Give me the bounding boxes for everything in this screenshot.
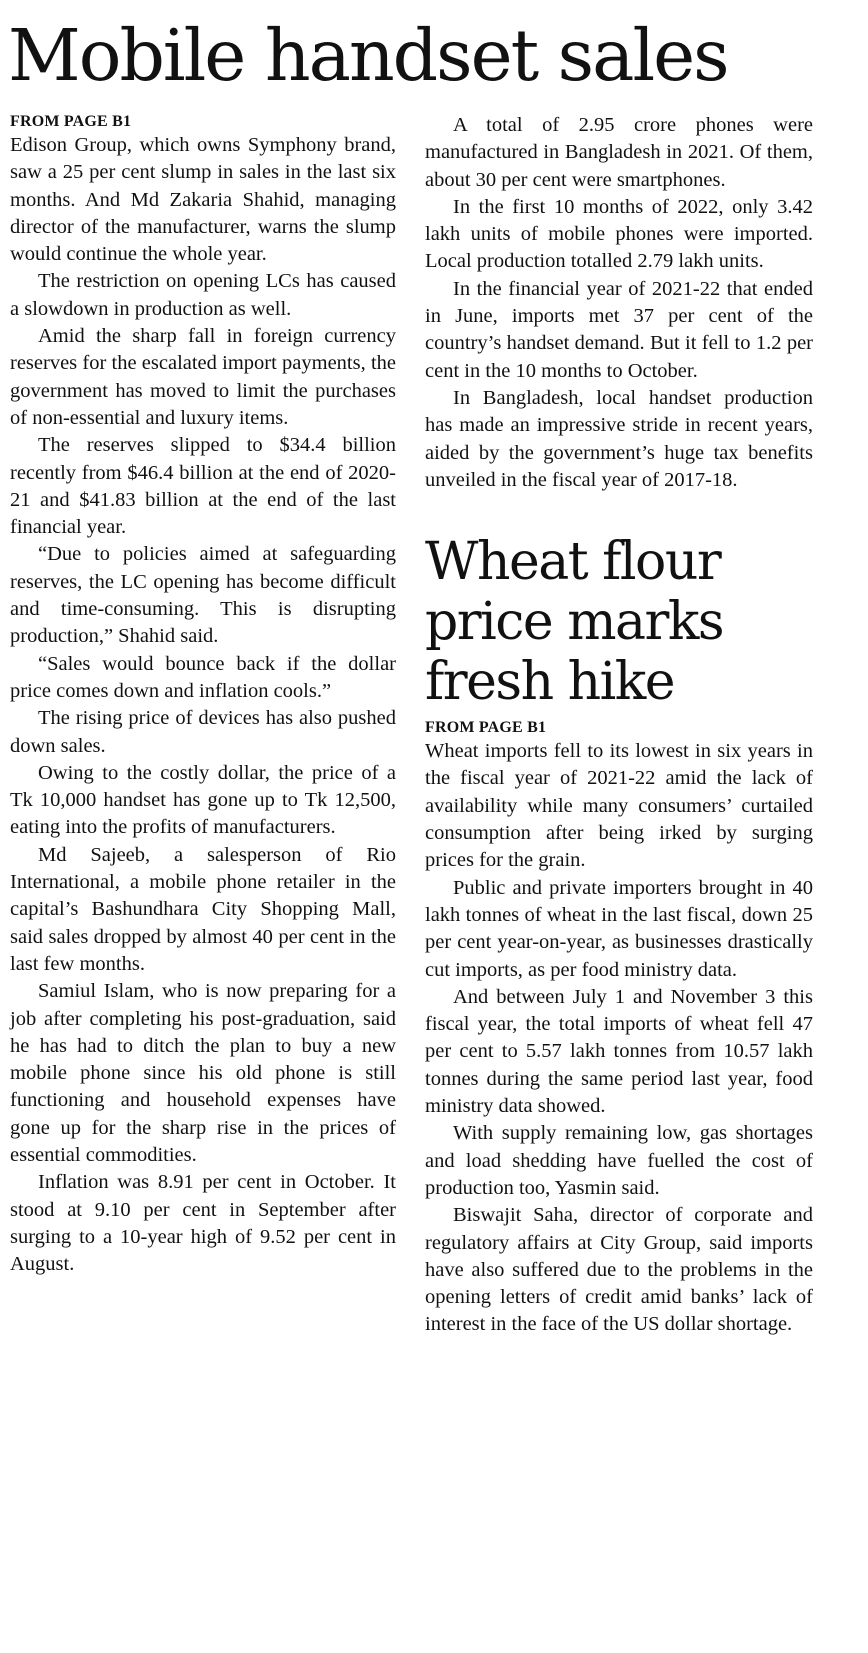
article2-paragraph: With supply remaining low, gas shortages and load shedding have fuelled the cost of production too, Yasmin said.	[425, 1122, 813, 1199]
article1-paragraph: The restriction on opening LCs has caused a slowdown in production as well.	[10, 270, 396, 320]
article1-paragraph: The reserves slipped to $34.4 billion recently from $46.4 billion at the end of 2020-21 and $41.83 billion at the end of the last financial year.	[10, 434, 396, 539]
article1-paragraph: A total of 2.95 crore phones were manufactured in Bangladesh in 2021. Of them, about 30 per cent were smartphones.	[425, 114, 813, 191]
article1-paragraph: Amid the sharp fall in foreign currency reserves for the escalated import payments, the government has moved to limit the purchases of non-essential and luxury items.	[10, 325, 396, 429]
article1-paragraph: Inflation was 8.91 per cent in October. It stood at 9.10 per cent in September after surging to a 10-year high of 9.52 per cent in August.	[10, 1171, 396, 1276]
article1-paragraph: Samiul Islam, who is now preparing for a job after completing his post-graduation, said he has had to ditch the plan to buy a new mobile phone since his old phone is still functioning and household expenses have gone up for the sharp rise in the prices of essential commodities.	[10, 980, 396, 1166]
article1-paragraph: “Due to policies aimed at safeguarding reserves, the LC opening has become difficult and time-consuming. This is disrupting production,” Shahid said.	[10, 543, 396, 648]
headline-mobile-handset-sales: Mobile handset sales	[8, 14, 728, 97]
article1-paragraph: In the financial year of 2021-22 that ended in June, imports met 37 per cent of the country’s handset demand. But it fell to 1.2 per cent in the 10 months to October.	[425, 277, 813, 382]
article1-paragraph: Edison Group, which owns Symphony brand, saw a 25 per cent slump in sales in the last six months. And Md Zakaria Shahid, managing director of the manufacturer, warns the slump would continue the whole year.	[10, 134, 396, 266]
article1-kicker: FROM PAGE B1	[10, 113, 132, 130]
article1-column-left	[10, 112, 396, 1278]
article1-paragraph: The rising price of devices has also pushed down sales.	[10, 707, 396, 757]
right-column	[425, 112, 813, 1339]
article2-paragraph: Wheat imports fell to its lowest in six years in the fiscal year of 2021-22 amid the lack of availability while many consumers’ curtailed consumption after being irked by surging prices for the grain.	[425, 740, 813, 872]
article2-kicker: FROM PAGE B1	[425, 719, 547, 737]
article1-paragraph: Md Sajeeb, a salesperson of Rio International, a mobile phone retailer in the capital’s Bashundhara City Shopping Mall, said sales dropped by almost 40 per cent in the last few months.	[10, 843, 396, 975]
article2-paragraph: Public and private importers brought in 40 lakh tonnes of wheat in the last fiscal, down 25 per cent year-on-year, as businesses drastically cut imports, as per food ministry data.	[425, 876, 813, 981]
article1-paragraph: Owing to the costly dollar, the price of a Tk 10,000 handset has gone up to Tk 12,500, eating into the profits of manufacturers.	[10, 761, 396, 839]
article1-paragraph: In the first 10 months of 2022, only 3.42 lakh units of mobile phones were imported. Local production totalled 2.79 lakh units.	[425, 195, 813, 273]
article2-paragraph: And between July 1 and November 3 this fiscal year, the total imports of wheat fell 47 per cent to 5.57 lakh tonnes from 10.57 lakh tonnes during the same period last year, food ministry data showed.	[425, 985, 813, 1118]
article1-paragraph: In Bangladesh, local handset production has made an impressive stride in recent years, aided by the government’s huge tax benefits unveiled in the fiscal year of 2017-18.	[425, 386, 813, 491]
article2-paragraph: Biswajit Saha, director of corporate and regulatory affairs at City Group, said imports have also suffered due to the problems in the opening letters of credit amid banks’ lack of interest in the face of the US dollar shortage.	[425, 1204, 813, 1336]
headline-wheat-flour-price: Wheat flour price marks fresh hike	[425, 532, 724, 713]
article1-paragraph: “Sales would bounce back if the dollar price comes down and inflation cools.”	[10, 652, 396, 702]
